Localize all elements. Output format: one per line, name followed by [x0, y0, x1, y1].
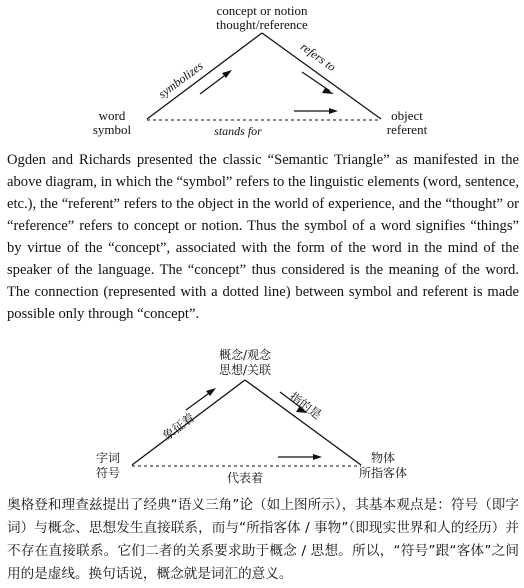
base-label-zh: 代表着: [226, 471, 264, 485]
base-arrow-icon-zh: [278, 454, 322, 460]
left-edge-label-zh: 象征着: [159, 410, 198, 444]
left-vertex-label-line1: word: [98, 108, 126, 123]
right-vertex-label-line2-zh: 所指客体: [358, 466, 408, 480]
right-edge-label: refers to: [298, 39, 339, 75]
apex-label-line2: thought/reference: [216, 17, 308, 32]
right-vertex-label-line1: object: [391, 108, 423, 123]
base-label: stands for: [214, 124, 262, 138]
right-edge-arrow-icon: [302, 72, 334, 94]
english-explanation-paragraph: Ogden and Richards presented the classic “Semantic Triangle” as manifested in the above diagram, in which the “symbol” refers to the linguistic elements (word, sentence, etc.), the “referent” refers to the object in the world of experience, and the “thought” or “reference” refers to concept or notion. Thus the symbol of a word signifies “things” by virtue of the “concept”, associated with the form of the word in the mind of the speaker of the language. The “concept” thus considered is the meaning of the word. The connection (represented with a dotted line) between symbol and referent is made possible only through “concept”.: [7, 152, 519, 322]
apex-label-line2-zh: 思想/关联: [218, 363, 272, 377]
left-vertex-label-line2-zh: 符号: [95, 466, 121, 480]
chinese-explanation-paragraph: 奥格登和理查兹提出了经典“语义三角”论（如上图所示），其基本观点是：符号（即字词）与概念、思想发生直接联系，而与“所指客体 / 事物”（即现实世界和人的经历）并不存在直接联系。它们二者的关系要求助于概念 / 思想。所以，“符号”跟“客体”之间用的是虚线。换句话说，概念就是词汇的意义。: [7, 497, 519, 582]
right-vertex-label-line1-zh: 物体: [370, 451, 396, 465]
triangle-right-edge: [262, 33, 381, 119]
left-vertex-label-line2: symbol: [92, 122, 132, 137]
right-edge-label-zh: 指的是: [286, 389, 325, 423]
triangle-right-edge-zh: [245, 380, 361, 465]
left-edge-arrow-icon-zh: [186, 388, 216, 410]
apex-label-line1-zh: 概念/观念: [218, 348, 272, 362]
base-arrow-icon: [294, 108, 338, 114]
left-vertex-label-line1-zh: 字词: [95, 451, 121, 465]
right-vertex-label-line2: referent: [386, 122, 428, 137]
apex-label-line1: concept or notion: [216, 3, 308, 18]
left-edge-arrow-icon: [200, 70, 232, 94]
triangle-left-edge: [147, 33, 262, 119]
semantic-triangle-diagram-chinese: [0, 342, 524, 494]
semantic-triangle-diagram-english: [0, 0, 524, 150]
left-edge-label: symbolizes: [155, 58, 206, 101]
